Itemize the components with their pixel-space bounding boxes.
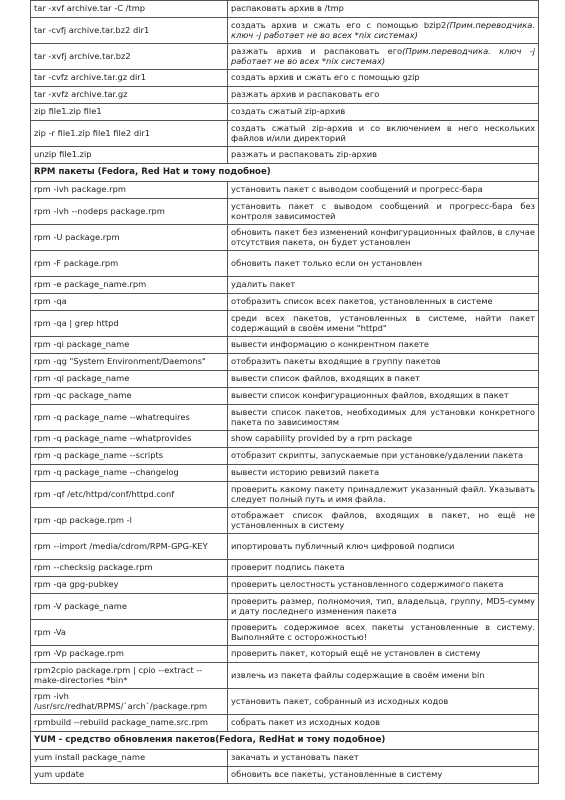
command-cell: rpm -q package_name --whatrequires bbox=[31, 405, 228, 431]
description-text: создать сжатый zip-архив bbox=[231, 106, 346, 117]
table-row bbox=[31, 44, 539, 70]
table-row bbox=[31, 18, 539, 44]
table-row bbox=[31, 388, 539, 405]
table-row bbox=[31, 577, 539, 594]
table-row bbox=[31, 715, 539, 732]
description-text: проверить какому пакету принадлежит указанный файл. Указывать следует полный путь и имя файла. bbox=[231, 483, 535, 504]
description-cell bbox=[228, 225, 539, 251]
command-cell: rpm --checksig package.rpm bbox=[31, 560, 228, 577]
table-row bbox=[31, 448, 539, 465]
table-row bbox=[31, 560, 539, 577]
description-cell bbox=[228, 1, 539, 18]
table-row bbox=[31, 121, 539, 147]
description-cell bbox=[228, 44, 539, 70]
command-cell: zip -r file1.zip file1 file2 dir1 bbox=[31, 121, 228, 147]
table-row bbox=[31, 689, 539, 715]
description-text: обновить пакет без изменений конфигурационных файлов, в случае отсутствия пакета, он будет установлен bbox=[231, 226, 535, 247]
description-text: проверить пакет, который ещё не установлен в систему bbox=[231, 648, 481, 659]
document-page bbox=[30, 0, 539, 784]
description-text: создать архив и сжать его с помощью gzip bbox=[231, 72, 420, 83]
section-header-row bbox=[31, 732, 539, 750]
table-row bbox=[31, 620, 539, 646]
table-row bbox=[31, 405, 539, 431]
description-cell bbox=[228, 594, 539, 620]
description-cell bbox=[228, 689, 539, 715]
table-row bbox=[31, 371, 539, 388]
description-text: распаковать архив в /tmp bbox=[231, 3, 344, 14]
description-cell bbox=[228, 121, 539, 147]
description-text: ипортировать публичный ключ цифровой подписи bbox=[231, 540, 455, 551]
command-cell: yum install package_name bbox=[31, 750, 228, 767]
command-cell: tar -xvfj archive.tar.bz2 bbox=[31, 44, 228, 70]
description-text: извлечь из пакета файлы содержащие в своём имени bin bbox=[231, 669, 485, 680]
description-cell bbox=[228, 388, 539, 405]
section-title: RPM пакеты (Fedora, Red Hat и тому подобное) bbox=[31, 164, 539, 182]
table-row bbox=[31, 277, 539, 294]
description-cell bbox=[228, 199, 539, 225]
description-text: обновить пакет только если он установлен bbox=[231, 257, 423, 268]
description-text: вывести список пакетов, необходимых для установки конкретного пакета по зависимостям bbox=[231, 406, 535, 427]
command-cell: rpmbuild --rebuild package_name.src.rpm bbox=[31, 715, 228, 732]
description-cell bbox=[228, 534, 539, 560]
table-row bbox=[31, 225, 539, 251]
description-cell bbox=[228, 147, 539, 164]
table-row bbox=[31, 750, 539, 767]
description-cell bbox=[228, 663, 539, 689]
description-cell bbox=[228, 87, 539, 104]
table-row bbox=[31, 182, 539, 199]
command-cell: rpm -Va bbox=[31, 620, 228, 646]
table-row bbox=[31, 534, 539, 560]
description-text: создать сжатый zip-архив и со включением в него нескольких файлов и/или директорий bbox=[231, 122, 535, 143]
table-row bbox=[31, 767, 539, 784]
table-row bbox=[31, 311, 539, 337]
description-text: проверить содержимое всех пакеты установленные в систему. Выполняйте с осторожностью! bbox=[231, 621, 535, 642]
description-cell bbox=[228, 18, 539, 44]
description-text: обновить все пакеты, установленные в систему bbox=[231, 769, 443, 780]
command-cell: rpm -Vp package.rpm bbox=[31, 646, 228, 663]
description-cell bbox=[228, 560, 539, 577]
command-cell: rpm -V package_name bbox=[31, 594, 228, 620]
description-cell bbox=[228, 715, 539, 732]
description-text: создать архив и сжать его с помощью bzip2 bbox=[231, 19, 447, 30]
command-cell: rpm -qi package_name bbox=[31, 337, 228, 354]
description-cell bbox=[228, 251, 539, 277]
table-row bbox=[31, 147, 539, 164]
command-cell: rpm -ivh /usr/src/redhat/RPMS/`arch`/package.rpm bbox=[31, 689, 228, 715]
command-cell: rpm -ivh package.rpm bbox=[31, 182, 228, 199]
description-cell bbox=[228, 482, 539, 508]
description-cell bbox=[228, 337, 539, 354]
command-cell: unzip file1.zip bbox=[31, 147, 228, 164]
table-row bbox=[31, 465, 539, 482]
description-text: отобразить пакеты входящие в группу пакетов bbox=[231, 356, 441, 367]
command-cell: rpm -qp package.rpm -l bbox=[31, 508, 228, 534]
command-cell: rpm -qa | grep httpd bbox=[31, 311, 228, 337]
description-text: установить пакет с выводом сообщений и прогресс-бара без контроля зависимостей bbox=[231, 200, 535, 221]
description-cell bbox=[228, 646, 539, 663]
command-cell: rpm -U package.rpm bbox=[31, 225, 228, 251]
table-row bbox=[31, 508, 539, 534]
description-cell bbox=[228, 371, 539, 388]
description-text: вывести историю ревизий пакета bbox=[231, 467, 380, 478]
command-cell: rpm -qc package_name bbox=[31, 388, 228, 405]
description-cell bbox=[228, 294, 539, 311]
command-cell: yum update bbox=[31, 767, 228, 784]
table-row bbox=[31, 337, 539, 354]
command-cell: rpm -qg "System Environment/Daemons" bbox=[31, 354, 228, 371]
command-cell: tar -cvfj archive.tar.bz2 dir1 bbox=[31, 18, 228, 44]
description-cell bbox=[228, 767, 539, 784]
description-cell bbox=[228, 182, 539, 199]
description-cell bbox=[228, 70, 539, 87]
section-header-row bbox=[31, 164, 539, 182]
command-cell: rpm -qf /etc/httpd/conf/httpd.conf bbox=[31, 482, 228, 508]
description-cell bbox=[228, 431, 539, 448]
description-text: разжать и распаковать zip-архив bbox=[231, 149, 378, 160]
description-text: собрать пакет из исходных кодов bbox=[231, 717, 380, 728]
description-text: установить пакет с выводом сообщений и прогресс-бара bbox=[231, 184, 483, 195]
table-row bbox=[31, 594, 539, 620]
commands-table bbox=[30, 0, 539, 784]
description-text: установить пакет, собранный из исходных кодов bbox=[231, 695, 449, 706]
description-text: show capability provided by a rpm package bbox=[231, 433, 413, 444]
table-row bbox=[31, 1, 539, 18]
command-cell: tar -xvfz archive.tar.gz bbox=[31, 87, 228, 104]
table-row bbox=[31, 87, 539, 104]
description-cell bbox=[228, 448, 539, 465]
table-row bbox=[31, 251, 539, 277]
table-row bbox=[31, 294, 539, 311]
description-text: отобразить список всех пакетов, установленных в системе bbox=[231, 296, 493, 307]
command-cell: rpm -q package_name --whatprovides bbox=[31, 431, 228, 448]
command-cell: rpm -F package.rpm bbox=[31, 251, 228, 277]
description-cell bbox=[228, 104, 539, 121]
description-cell bbox=[228, 620, 539, 646]
description-text: вывести информацию о конкрентном пакете bbox=[231, 339, 429, 350]
description-text: вывести список конфигурационных файлов, входящих в пакет bbox=[231, 390, 509, 401]
command-cell: rpm -ql package_name bbox=[31, 371, 228, 388]
command-cell: rpm -q package_name --changelog bbox=[31, 465, 228, 482]
description-text: отобразит скрипты, запускаемые при установке/удалении пакета bbox=[231, 450, 524, 461]
command-cell: rpm -q package_name --scripts bbox=[31, 448, 228, 465]
description-cell bbox=[228, 508, 539, 534]
table-row bbox=[31, 104, 539, 121]
description-text: вывести список файлов, входящих в пакет bbox=[231, 373, 420, 384]
table-row bbox=[31, 199, 539, 225]
table-row bbox=[31, 431, 539, 448]
command-cell: rpm -qa bbox=[31, 294, 228, 311]
description-text: разжать архив и распаковать его bbox=[231, 89, 380, 100]
description-cell bbox=[228, 465, 539, 482]
description-text: отображает список файлов, входящих в пакет, но ещё не установленных в систему bbox=[231, 509, 535, 530]
description-text: среди всех пакетов, установленных в системе, найти пакет содержащий в своём имени "httpd" bbox=[231, 312, 535, 333]
description-cell bbox=[228, 277, 539, 294]
description-cell bbox=[228, 577, 539, 594]
description-cell bbox=[228, 311, 539, 337]
command-cell: rpm -e package_name.rpm bbox=[31, 277, 228, 294]
description-text: проверить целостность установленного содержимого пакета bbox=[231, 579, 504, 590]
table-row bbox=[31, 354, 539, 371]
table-row bbox=[31, 646, 539, 663]
description-text: удалить пакет bbox=[231, 279, 296, 290]
section-title: YUM - средство обновления пакетов(Fedora, RedHat и тому подобное) bbox=[31, 732, 539, 750]
command-cell: rpm2cpio package.rpm | cpio --extract --make-directories *bin* bbox=[31, 663, 228, 689]
table-row bbox=[31, 663, 539, 689]
command-cell: rpm -ivh --nodeps package.rpm bbox=[31, 199, 228, 225]
translator-note: (Прим.переводчика. ключ -j работает не во всех *nix системах) bbox=[231, 19, 535, 40]
description-text: проверит подпись пакета bbox=[231, 562, 345, 573]
command-cell: tar -xvf archive.tar -C /tmp bbox=[31, 1, 228, 18]
description-cell bbox=[228, 405, 539, 431]
command-cell: rpm -qa gpg-pubkey bbox=[31, 577, 228, 594]
table-row bbox=[31, 70, 539, 87]
description-text: закачать и установать пакет bbox=[231, 752, 359, 763]
command-cell: tar -cvfz archive.tar.gz dir1 bbox=[31, 70, 228, 87]
table-row bbox=[31, 482, 539, 508]
description-cell bbox=[228, 750, 539, 767]
translator-note: (Прим.переводчика. ключ -j работает не во всех *nix системах) bbox=[231, 45, 536, 66]
description-text: проверить размер, полномочия, тип, владельца, группу, MD5-сумму и дату последнего изменения пакета bbox=[231, 595, 535, 616]
description-cell bbox=[228, 354, 539, 371]
command-cell: rpm --import /media/cdrom/RPM-GPG-KEY bbox=[31, 534, 228, 560]
description-text: разжать архив и распаковать его bbox=[231, 45, 403, 56]
command-cell: zip file1.zip file1 bbox=[31, 104, 228, 121]
